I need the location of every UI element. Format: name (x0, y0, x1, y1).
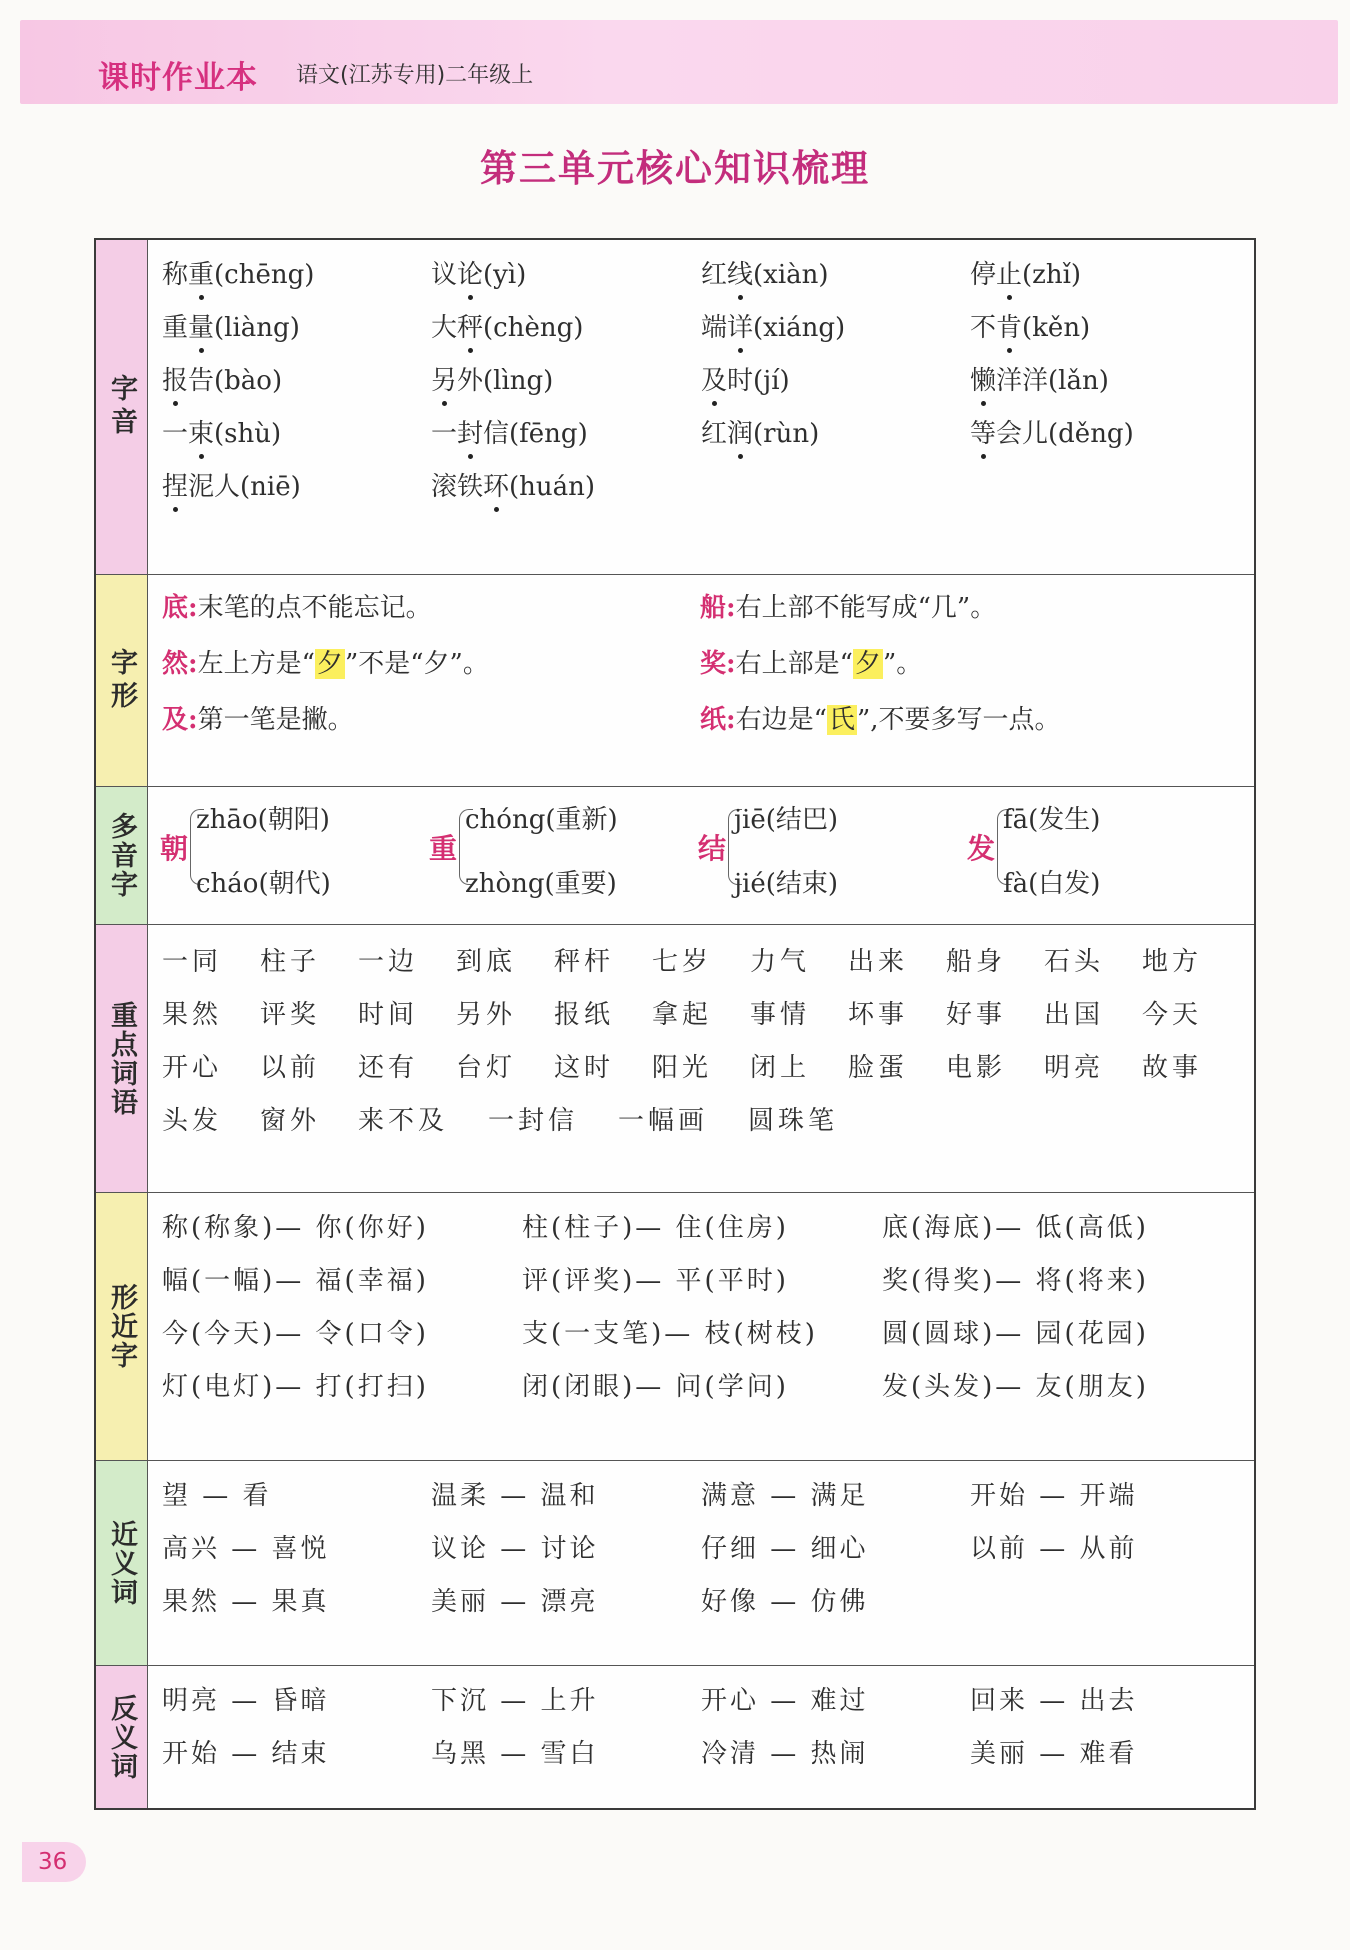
word-pinyin: (huán) (509, 472, 596, 502)
key-word: 石头 (1044, 947, 1105, 977)
colon-mark: : (188, 593, 198, 623)
section-label-jin-yi: 近义词 (96, 1461, 148, 1665)
colon-mark: : (726, 705, 736, 735)
polyphone-char: 结 (698, 832, 727, 865)
antonym-pair: 乌黑 — 雪白 (431, 1739, 599, 1769)
section-duo-yin (96, 787, 1254, 925)
dotted-char: 线 (727, 254, 753, 291)
dotted-char: 懒 (970, 360, 996, 397)
dotted-char: 论 (457, 254, 483, 291)
synonym-pair: 开始 — 开端 (970, 1481, 1138, 1511)
word-pinyin: (zhǐ) (1022, 260, 1082, 290)
form-note: 右上部不能写成“几”。 (735, 593, 997, 623)
key-word: 还有 (358, 1053, 419, 1083)
word-pinyin: (xiáng) (753, 313, 846, 343)
key-word: 来不及 (358, 1106, 449, 1136)
reading-1: zhāo(朝阳) (196, 805, 330, 835)
key-word: 船身 (946, 947, 1007, 977)
fan-yi-content (148, 1666, 1254, 1808)
dotted-char: 环 (483, 466, 509, 503)
book-info: 语文(江苏专用)二年级上 (296, 63, 534, 88)
synonym-pair: 满意 — 满足 (701, 1481, 869, 1511)
key-word: 时间 (358, 1000, 419, 1030)
dotted-char: 束 (188, 413, 214, 450)
section-xing-jin (96, 1193, 1254, 1461)
dotted-char: 量 (188, 307, 214, 344)
synonym-pair: 果然 — 果真 (162, 1587, 330, 1617)
word-pinyin: 外(lìng) (457, 366, 554, 396)
pronunciation-item (162, 307, 300, 344)
dotted-char: 报 (162, 360, 188, 397)
dotted-char: 捏 (162, 466, 188, 503)
reading-1: jiē(结巴) (734, 805, 839, 835)
word-pinyin: 泥人(niē) (188, 472, 301, 502)
dotted-char: 及 (701, 360, 727, 397)
key-word: 窗外 (260, 1106, 321, 1136)
word-pinyin: 会儿(děng) (996, 419, 1134, 449)
pronunciation-item (431, 360, 553, 397)
antonym-pair: 美丽 — 难看 (970, 1739, 1138, 1769)
section-label-fan-yi: 反义词 (96, 1666, 148, 1808)
reading-1: chóng(重新) (465, 805, 618, 835)
key-word: 事情 (750, 1000, 811, 1030)
word-pinyin: 告(bào) (188, 366, 283, 396)
colon-mark: : (188, 705, 198, 735)
word-pinyin: (chēng) (214, 260, 315, 290)
form-note-a: 右边是“ (735, 705, 827, 735)
pronunciation-item (970, 254, 1081, 291)
section-ci-yu (96, 925, 1254, 1193)
pronunciation-item (162, 254, 314, 291)
similar-char-pair: 圆(圆球)— 园(花园) (882, 1319, 1149, 1349)
antonym-pair: 回来 — 出去 (970, 1686, 1138, 1716)
word-prefix: 红 (701, 260, 728, 290)
form-note: 末笔的点不能忘记。 (197, 593, 432, 623)
key-word: 脸蛋 (848, 1053, 909, 1083)
similar-char-pair: 闭(闭眼)— 问(学问) (522, 1372, 789, 1402)
reading-2: fà(白发) (1003, 869, 1101, 899)
form-note-b: ”不是“夕”。 (344, 649, 489, 679)
word-prefix: 滚铁 (431, 472, 484, 502)
jin-yi-content (148, 1461, 1254, 1665)
char-form-item (700, 643, 922, 680)
highlighted-radical: 氏 (828, 705, 855, 735)
similar-char-pair: 今(今天)— 令(口令) (162, 1319, 429, 1349)
polyphone-char: 朝 (160, 832, 189, 865)
word-pinyin: 时(jí) (727, 366, 790, 396)
word-pinyin: (shù) (214, 419, 282, 449)
section-zi-xing (96, 575, 1254, 787)
synonym-pair: 仔细 — 细心 (701, 1534, 869, 1564)
antonym-pair: 开心 — 难过 (701, 1686, 869, 1716)
key-word: 地方 (1142, 947, 1203, 977)
similar-char-pair: 奖(得奖)— 将(将来) (882, 1266, 1149, 1296)
key-word: 一封信 (488, 1106, 579, 1136)
word-pinyin: (chèng) (483, 313, 584, 343)
target-char: 纸 (700, 705, 727, 735)
key-word: 到底 (456, 947, 517, 977)
dotted-char: 封 (457, 413, 483, 450)
antonym-pair: 明亮 — 昏暗 (162, 1686, 330, 1716)
key-word: 台灯 (456, 1053, 517, 1083)
char-form-item (162, 587, 432, 624)
word-pinyin: (xiàn) (753, 260, 829, 290)
pronunciation-item (162, 360, 282, 397)
pronunciation-item (431, 307, 583, 344)
polyphone-char: 发 (967, 832, 996, 865)
key-word: 秤杆 (554, 947, 615, 977)
key-word: 力气 (750, 947, 811, 977)
section-label-zi-yin: 字音 (96, 240, 148, 574)
section-label-ci-yu: 重点词语 (96, 925, 148, 1192)
key-word: 阳光 (652, 1053, 713, 1083)
form-note: 第一笔是撇。 (197, 705, 354, 735)
char-form-item (700, 699, 1061, 736)
colon-mark: : (726, 593, 736, 623)
reading-2: jié(结束) (734, 869, 839, 899)
form-note-b: ”,不要多写一点。 (856, 705, 1061, 735)
reading-2: cháo(朝代) (196, 869, 331, 899)
similar-char-pair: 称(称象)— 你(你好) (162, 1213, 429, 1243)
pronunciation-item (701, 307, 845, 344)
key-word: 闭上 (750, 1053, 811, 1083)
pronunciation-item (970, 413, 1134, 450)
dotted-char: 详 (727, 307, 753, 344)
reading-2: zhòng(重要) (465, 869, 617, 899)
word-pinyin: (liàng) (214, 313, 300, 343)
target-char: 底 (162, 593, 189, 623)
similar-char-pair: 幅(一幅)— 福(幸福) (162, 1266, 429, 1296)
polyphone-char: 重 (429, 832, 458, 865)
word-prefix: 议 (431, 260, 458, 290)
key-word: 报纸 (554, 1000, 615, 1030)
page-number: 36 (38, 1849, 68, 1875)
section-fan-yi (96, 1666, 1254, 1808)
char-form-item (162, 643, 489, 680)
word-prefix: 一 (431, 419, 458, 449)
word-pinyin: 信(fēng) (483, 419, 588, 449)
section-label-zi-xing: 字形 (96, 575, 148, 786)
synonym-pair: 以前 — 从前 (970, 1534, 1138, 1564)
zi-xing-content (148, 575, 1254, 786)
pronunciation-item (162, 466, 301, 503)
key-word: 出国 (1044, 1000, 1105, 1030)
key-word: 一边 (358, 947, 419, 977)
duo-yin-content (148, 787, 1254, 924)
section-zi-yin (96, 240, 1254, 575)
key-word: 开心 (162, 1053, 223, 1083)
similar-char-pair: 评(评奖)— 平(平时) (522, 1266, 789, 1296)
dotted-char: 等 (970, 413, 996, 450)
pronunciation-item (970, 307, 1090, 344)
synonym-pair: 高兴 — 喜悦 (162, 1534, 330, 1564)
synonym-pair: 好像 — 仿佛 (701, 1587, 869, 1617)
synonym-pair: 议论 — 讨论 (431, 1534, 599, 1564)
key-word: 七岁 (652, 947, 713, 977)
key-word: 圆珠笔 (748, 1106, 839, 1136)
pronunciation-item (162, 413, 281, 450)
pronunciation-item (431, 254, 526, 291)
word-prefix: 停 (970, 260, 997, 290)
target-char: 然 (162, 649, 189, 679)
xing-jin-content (148, 1193, 1254, 1460)
word-prefix: 一 (162, 419, 189, 449)
target-char: 及 (162, 705, 189, 735)
key-word: 另外 (456, 1000, 517, 1030)
pronunciation-item (970, 360, 1109, 397)
word-prefix: 红 (701, 419, 728, 449)
key-word: 今天 (1142, 1000, 1203, 1030)
key-word: 头发 (162, 1106, 223, 1136)
pronunciation-item (701, 360, 790, 397)
highlighted-radical: 夕 (854, 649, 881, 679)
page-title: 第三单元核心知识梳理 (480, 147, 870, 190)
key-word: 评奖 (260, 1000, 321, 1030)
similar-char-pair: 发(头发)— 友(朋友) (882, 1372, 1149, 1402)
antonym-pair: 冷清 — 热闹 (701, 1739, 869, 1769)
form-note-b: ”。 (882, 649, 923, 679)
similar-char-pair: 灯(电灯)— 打(打扫) (162, 1372, 429, 1402)
key-word: 故事 (1142, 1053, 1203, 1083)
key-word: 出来 (848, 947, 909, 977)
key-word: 明亮 (1044, 1053, 1105, 1083)
section-label-duo-yin: 多音字 (96, 787, 148, 924)
antonym-pair: 下沉 — 上升 (431, 1686, 599, 1716)
colon-mark: : (726, 649, 736, 679)
key-word: 拿起 (652, 1000, 713, 1030)
pronunciation-item (701, 413, 819, 450)
char-form-item (162, 699, 354, 736)
synonym-pair: 温柔 — 温和 (431, 1481, 599, 1511)
pronunciation-item (701, 254, 829, 291)
ci-yu-content (148, 925, 1254, 1192)
word-prefix: 大 (431, 313, 458, 343)
key-word: 一同 (162, 947, 223, 977)
key-word: 以前 (260, 1053, 321, 1083)
dotted-char: 止 (996, 254, 1022, 291)
dotted-char: 润 (727, 413, 753, 450)
dotted-char: 肯 (996, 307, 1022, 344)
reading-1: fā(发生) (1003, 805, 1101, 835)
similar-char-pair: 柱(柱子)— 住(住房) (522, 1213, 789, 1243)
key-word: 果然 (162, 1000, 223, 1030)
key-word: 坏事 (848, 1000, 909, 1030)
brand-title: 课时作业本 (98, 60, 258, 96)
dotted-char: 重 (188, 254, 214, 291)
antonym-pair: 开始 — 结束 (162, 1739, 330, 1769)
key-word: 一幅画 (618, 1106, 709, 1136)
word-prefix: 称 (162, 260, 189, 290)
colon-mark: : (188, 649, 198, 679)
target-char: 船 (700, 593, 727, 623)
word-pinyin: 洋洋(lǎn) (996, 366, 1109, 396)
section-label-xing-jin: 形近字 (96, 1193, 148, 1460)
form-note-a: 左上方是“ (197, 649, 315, 679)
word-pinyin: (kěn) (1022, 313, 1091, 343)
word-prefix: 端 (701, 313, 728, 343)
word-prefix: 不 (970, 313, 997, 343)
dotted-char: 另 (431, 360, 457, 397)
highlighted-radical: 夕 (316, 649, 343, 679)
section-jin-yi (96, 1461, 1254, 1666)
word-pinyin: (yì) (483, 260, 527, 290)
pronunciation-item (431, 413, 588, 450)
similar-char-pair: 底(海底)— 低(高低) (882, 1213, 1149, 1243)
key-word: 这时 (554, 1053, 615, 1083)
synonym-pair: 美丽 — 漂亮 (431, 1587, 599, 1617)
zi-yin-content (148, 240, 1254, 574)
form-note-a: 右上部是“ (735, 649, 853, 679)
word-pinyin: (rùn) (753, 419, 820, 449)
target-char: 奖 (700, 649, 727, 679)
word-prefix: 重 (162, 313, 189, 343)
synonym-pair: 望 — 看 (162, 1481, 272, 1511)
key-word: 好事 (946, 1000, 1007, 1030)
knowledge-table (94, 238, 1256, 1810)
pronunciation-item (431, 466, 595, 503)
similar-char-pair: 支(一支笔)— 枝(树枝) (522, 1319, 818, 1349)
key-word: 柱子 (260, 947, 321, 977)
char-form-item (700, 587, 996, 624)
key-word: 电影 (946, 1053, 1007, 1083)
dotted-char: 秤 (457, 307, 483, 344)
